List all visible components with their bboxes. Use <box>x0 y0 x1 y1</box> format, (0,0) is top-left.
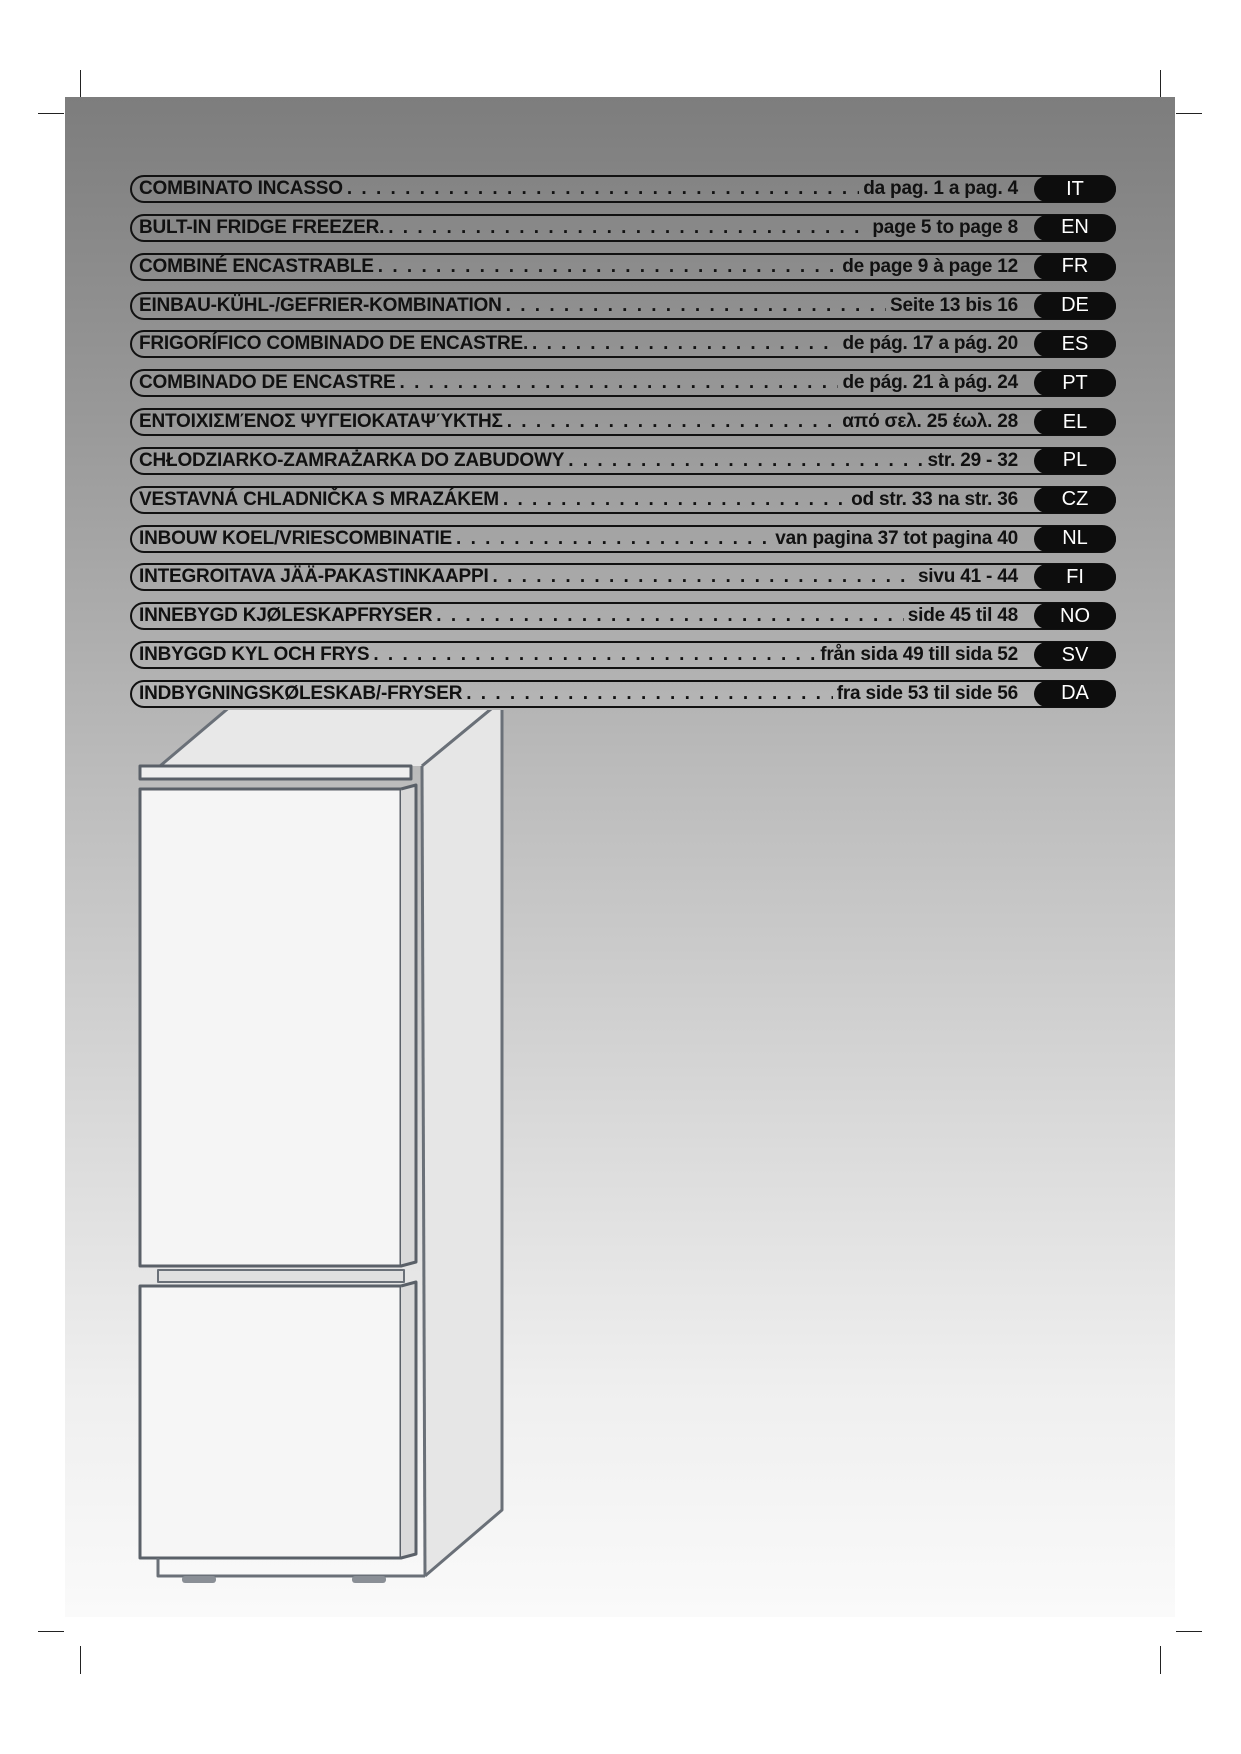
toc-title: INDBYGNINGSKØLESKAB/-FRYSER <box>139 682 463 704</box>
crop-mark <box>38 1631 64 1632</box>
toc-pill <box>130 641 1116 669</box>
toc-title: INTEGROITAVA JÄÄ-PAKASTINKAAPPI <box>139 566 489 588</box>
crop-mark <box>1176 1631 1202 1632</box>
toc-entry-en[interactable] <box>130 214 1115 244</box>
toc-title: COMBINADO DE ENCASTRE <box>139 372 396 394</box>
language-index <box>130 175 1115 719</box>
toc-pages: da pag. 1 a pag. 4 <box>863 178 1018 199</box>
crop-mark <box>1160 1646 1161 1674</box>
dot-leader <box>456 528 771 550</box>
toc-pages: fra side 53 til side 56 <box>836 682 1018 704</box>
toc-pages: de pág. 21 à pág. 24 <box>842 372 1018 394</box>
toc-pill <box>130 602 1116 630</box>
language-code-badge: FR <box>1034 254 1116 280</box>
toc-pages: str. 29 - 32 <box>927 449 1018 471</box>
toc-pages: side 45 til 48 <box>907 605 1018 627</box>
toc-title: VESTAVNÁ CHLADNIČKA S MRAZÁKEM <box>139 488 499 510</box>
dot-leader <box>532 333 838 355</box>
toc-pages: od str. 33 na str. 36 <box>851 488 1018 510</box>
toc-pill <box>130 680 1116 708</box>
language-code-badge: IT <box>1034 176 1116 202</box>
toc-pages: Seite 13 bis 16 <box>890 294 1018 316</box>
toc-title: FRIGORÍFICO COMBINADO DE ENCASTRE. <box>139 333 529 355</box>
dot-leader <box>436 605 904 627</box>
language-code-badge: EN <box>1034 215 1116 241</box>
toc-title: COMBINÉ ENCASTRABLE <box>139 255 374 277</box>
toc-title: COMBINATO INCASSO <box>139 178 343 199</box>
dot-leader <box>347 178 859 200</box>
language-code-badge: DA <box>1034 681 1116 707</box>
toc-pages: sivu 41 - 44 <box>917 566 1018 588</box>
dot-leader <box>506 295 886 317</box>
toc-entry-nl[interactable] <box>130 525 1115 555</box>
language-code-badge: FI <box>1034 564 1116 590</box>
toc-entry-fr[interactable] <box>130 253 1115 283</box>
toc-title: EINBAU-KÜHL-/GEFRIER-KOMBINATION <box>139 294 502 316</box>
foot <box>352 1576 386 1583</box>
toc-pages: de pág. 17 a pág. 20 <box>842 333 1018 355</box>
crop-mark <box>38 113 64 114</box>
crop-mark <box>80 1646 81 1674</box>
toc-entry-pl[interactable] <box>130 447 1115 477</box>
toc-pill <box>130 253 1116 281</box>
language-code-badge: PT <box>1034 370 1116 396</box>
toc-entry-de[interactable] <box>130 292 1115 322</box>
dot-leader <box>493 566 914 588</box>
toc-entry-it[interactable] <box>130 175 1115 205</box>
toc-entry-pt[interactable] <box>130 369 1115 399</box>
language-code-badge: ES <box>1034 331 1116 357</box>
toc-pill <box>130 369 1116 397</box>
language-code-badge: SV <box>1034 642 1116 668</box>
foot <box>182 1576 216 1583</box>
language-code-badge: DE <box>1034 293 1116 319</box>
toc-entry-no[interactable] <box>130 602 1115 632</box>
language-code-badge: PL <box>1034 448 1116 474</box>
toc-pill <box>130 563 1116 591</box>
dot-leader <box>568 450 923 472</box>
toc-pages: van pagina 37 tot pagina 40 <box>775 527 1018 549</box>
toc-pill <box>130 408 1116 436</box>
dot-leader <box>507 411 839 433</box>
dot-leader <box>400 372 839 394</box>
toc-pill <box>130 525 1116 553</box>
language-code-badge: NL <box>1034 526 1116 552</box>
toc-pill <box>130 447 1116 475</box>
toc-pill <box>130 292 1116 320</box>
toc-title: CHŁODZIARKO-ZAMRAŻARKA DO ZABUDOWY <box>139 449 565 471</box>
crop-mark <box>1160 70 1161 100</box>
toc-pages: από σελ. 25 έωλ. 28 <box>842 411 1018 433</box>
toc-entry-da[interactable] <box>130 680 1115 710</box>
toc-pill <box>130 330 1116 358</box>
toc-entry-es[interactable] <box>130 330 1115 360</box>
toc-entry-sv[interactable] <box>130 641 1115 671</box>
dot-leader <box>388 217 868 239</box>
language-code-badge: CZ <box>1034 487 1116 513</box>
toc-title: BULT-IN FRIDGE FREEZER. <box>139 216 385 238</box>
toc-title: INNEBYGD KJØLESKAPFRYSER <box>139 605 433 627</box>
toc-title: INBYGGD KYL OCH FRYS <box>139 644 370 666</box>
language-code-badge: EL <box>1034 409 1116 435</box>
toc-pages: de page 9 à page 12 <box>842 255 1018 277</box>
toc-pill <box>130 175 1116 203</box>
toc-pages: från sida 49 till sida 52 <box>820 644 1018 666</box>
dot-leader <box>373 644 816 666</box>
dot-leader <box>503 489 847 511</box>
toc-pill <box>130 214 1116 242</box>
toc-pill <box>130 486 1116 514</box>
dot-leader <box>466 683 832 705</box>
toc-entry-cz[interactable] <box>130 486 1115 516</box>
toc-entry-el[interactable] <box>130 408 1115 438</box>
fridge-freezer-illustration <box>130 710 510 1590</box>
crop-mark <box>1176 113 1202 114</box>
dot-leader <box>378 256 839 278</box>
toc-pages: page 5 to page 8 <box>872 216 1018 238</box>
toc-entry-fi[interactable] <box>130 563 1115 593</box>
language-code-badge: NO <box>1034 603 1116 629</box>
toc-title: ΕΝΤΟΙΧΙΣΜΈΝΟΣ ΨΥΓΕΙΟΚΑΤΑΨΎΚΤΗΣ <box>139 411 503 433</box>
crop-mark <box>80 70 81 100</box>
toc-title: INBOUW KOEL/VRIESCOMBINATIE <box>139 527 453 549</box>
